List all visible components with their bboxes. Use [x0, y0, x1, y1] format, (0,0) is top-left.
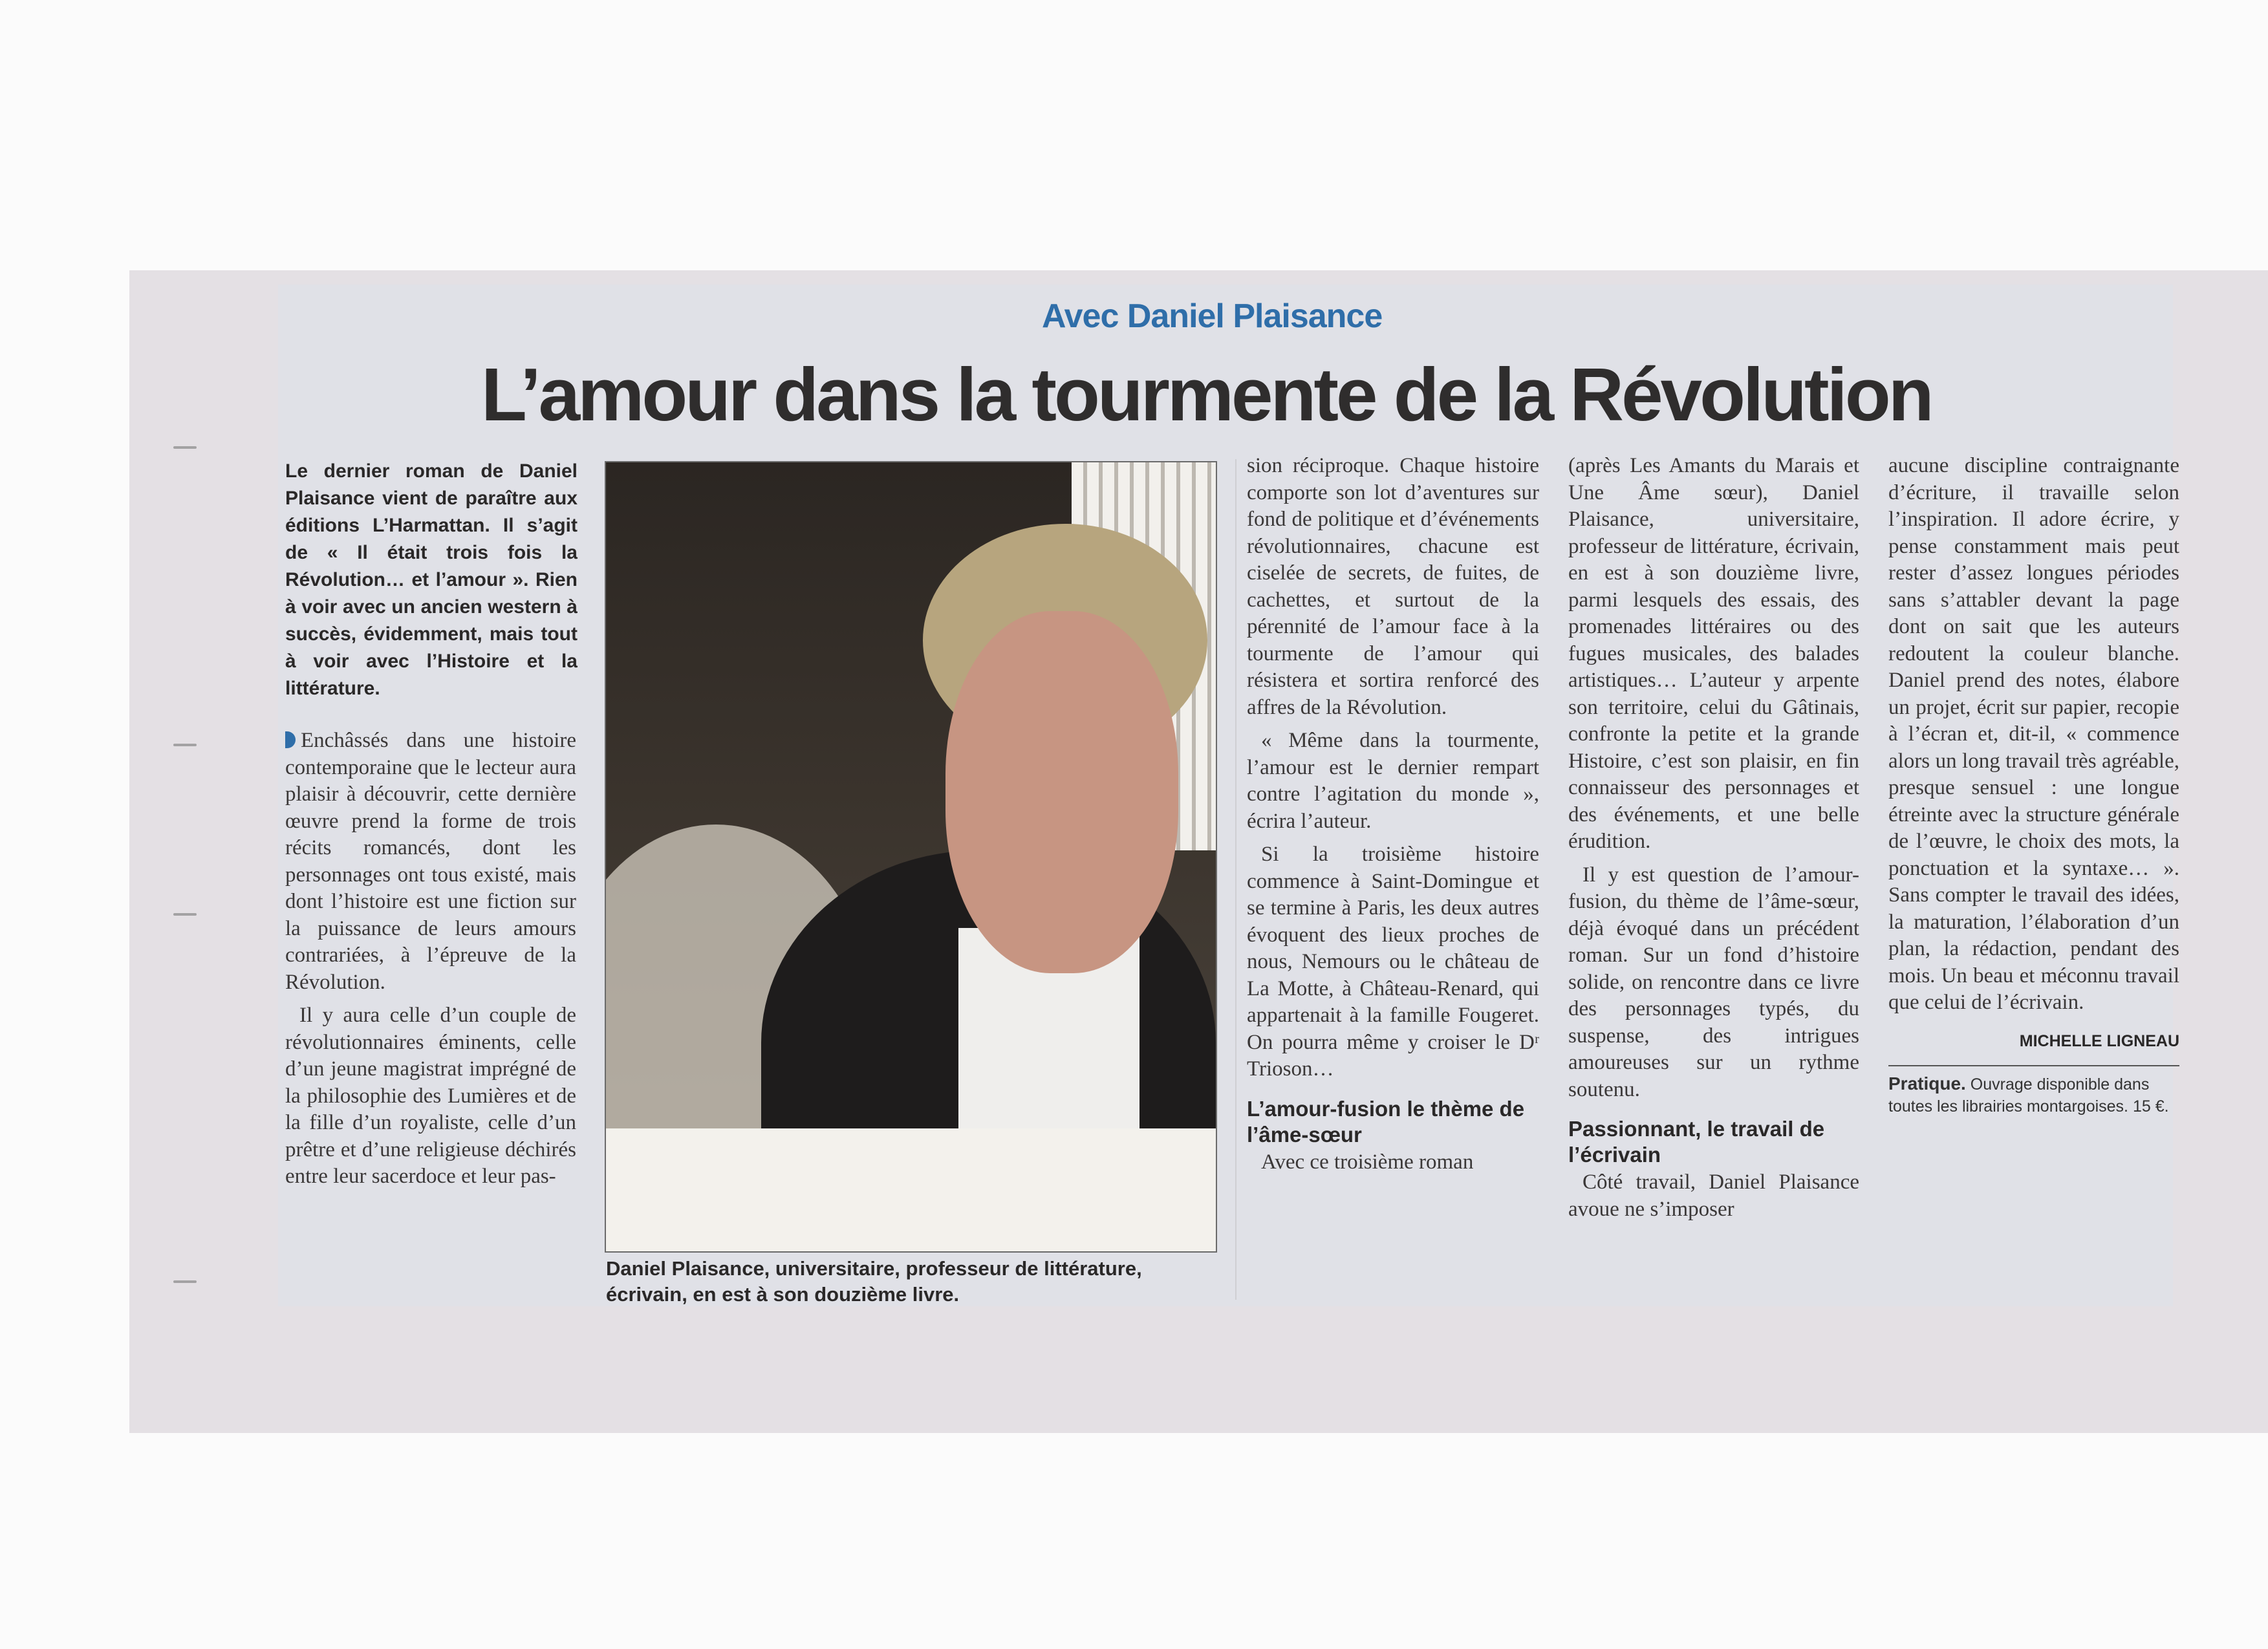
scan-margin-mark [173, 913, 197, 916]
author-photo [605, 461, 1217, 1253]
paragraph: (après Les Amants du Marais et Une Âme sœur), Daniel Plaisance, universitaire, professeur de littérature, écrivain, en est à son douzième livre, parmi lesquels des essais, des promenades littéraires ou des fugues musicales, des balades artistiques… L’auteur y arpente son territoire, celui du Gâtinais, confronte la petite et la grande Histoire, c’est son plaisir, en fin connaisseur des personnages et des événements, et une belle érudition. [1568, 454, 1859, 853]
paragraph: Il y est question de l’amour-fusion, du thème de l’âme-sœur, déjà évoqué dans un précédent roman. Sur un fond d’histoire solide, on rencontre dans ce livre des personnages typés, du suspense, des intrigues amoureuses sur un rythme soutenu. [1568, 863, 1859, 1101]
scan-margin-mark [173, 446, 197, 449]
subheading: Passionnant, le travail de l’écrivain [1568, 1117, 1825, 1167]
paragraph: aucune discipline contraignante d’écriture, il travaille selon l’inspiration. Il adore écrire, y pense constamment mais peut rester d’assez longues périodes sans s’attabler devant la page dont on sait que les auteurs redoutent la couleur blanche. Daniel prend des notes, élabore un projet, écrit sur papier, recopie à l’écran et, dit-il, « commence alors un long travail très agréable, presque sensuel : une longue étreinte avec la structure générale de l’œuvre, le choix des mots, la ponctuation et la syntaxe… ». Sans compter le travail des idées, la maturation, l’élaboration d’un plan, la rédaction, pendant des mois. Un beau et méconnu travail que celui de l’écrivain. [1888, 454, 2179, 1014]
photo-face [945, 611, 1178, 973]
column-rule [1235, 459, 1237, 1300]
column-1 [285, 727, 576, 1191]
column-5 [1888, 453, 2179, 1117]
paragraph: sion réciproque. Chaque histoire comporte son lot d’aventures sur fond de politique et d’événements révolutionnaires, chacune est ciselée de secrets, de fuites, de cachettes, et surtout de la pérennité de l’amour face à la tourmente de l’amour qui résistera et sortira renforcé des affres de la Révolution. [1247, 454, 1539, 719]
paragraph-text: Enchâssés dans une histoire contemporaine que le lecteur aura plaisir à découvrir, cette dernière œuvre prend la forme de trois récits romancés, dont les personnages ont tous existé, mais dont l’histoire est une fiction sur la puissance de leurs amours contrariées, à l’épreuve de la Révolution. [285, 729, 576, 994]
paragraph: Côté travail, Daniel Plaisance avoue ne s’imposer [1568, 1170, 1859, 1221]
column-4 [1568, 453, 1859, 1223]
photo-papers [606, 1128, 1216, 1251]
subheading: L’amour-fusion le thème de l’âme-sœur [1247, 1096, 1525, 1147]
paragraph: Avec ce troisième roman [1261, 1150, 1474, 1174]
scan-margin-mark [173, 1280, 197, 1283]
paragraph [285, 727, 576, 996]
paragraph: Il y aura celle d’un couple de révolutionnaires éminents, celle d’un jeune magistrat imprégné de la philosophie des Lumières et de la fille d’un royaliste, celle d’un prêtre et d’une religieuse déchirés entre leur sacerdoce et leur pas- [285, 1004, 576, 1188]
author-signature: MICHELLE LIGNEAU [2019, 1031, 2179, 1050]
paragraph: « Même dans la tourmente, l’amour est le dernier rempart contre l’agitation du monde », écrira l’auteur. [1247, 729, 1539, 833]
paragraph-bullet-icon [285, 731, 296, 748]
pratique-text: Ouvrage disponible dans toutes les librairies montargoises. 15 €. [1888, 1075, 2169, 1116]
pratique-label: Pratique. [1888, 1073, 1966, 1094]
paragraph: Si la troisième histoire commence à Saint-Domingue et se termine à Paris, les deux autres évoquent des lieux proches de nous, Nemours ou le château de La Motte, à Château-Renard, qui appartenait à la famille Fougeret. On pourra même y croiser le Dʳ Trioson… [1247, 843, 1539, 1081]
photo-caption: Daniel Plaisance, universitaire, professeur de littérature, écrivain, en est à son douzième livre. [606, 1257, 1142, 1306]
column-3 [1247, 453, 1539, 1176]
scan-margin-mark [173, 744, 197, 746]
pratique-box [1888, 1065, 2179, 1117]
article-kicker: Avec Daniel Plaisance [1042, 297, 1383, 335]
article-lead: Le dernier roman de Daniel Plaisance vient de paraître aux éditions L’Harmattan. Il s’agit de « Il était trois fois la Révolution… et l’amour ». Rien à voir avec un ancien western à succès, évidemment, mais tout à voir avec l’Histoire et la littérature. [285, 460, 578, 699]
article-headline: L’amour dans la tourmente de la Révolution [481, 352, 1932, 436]
